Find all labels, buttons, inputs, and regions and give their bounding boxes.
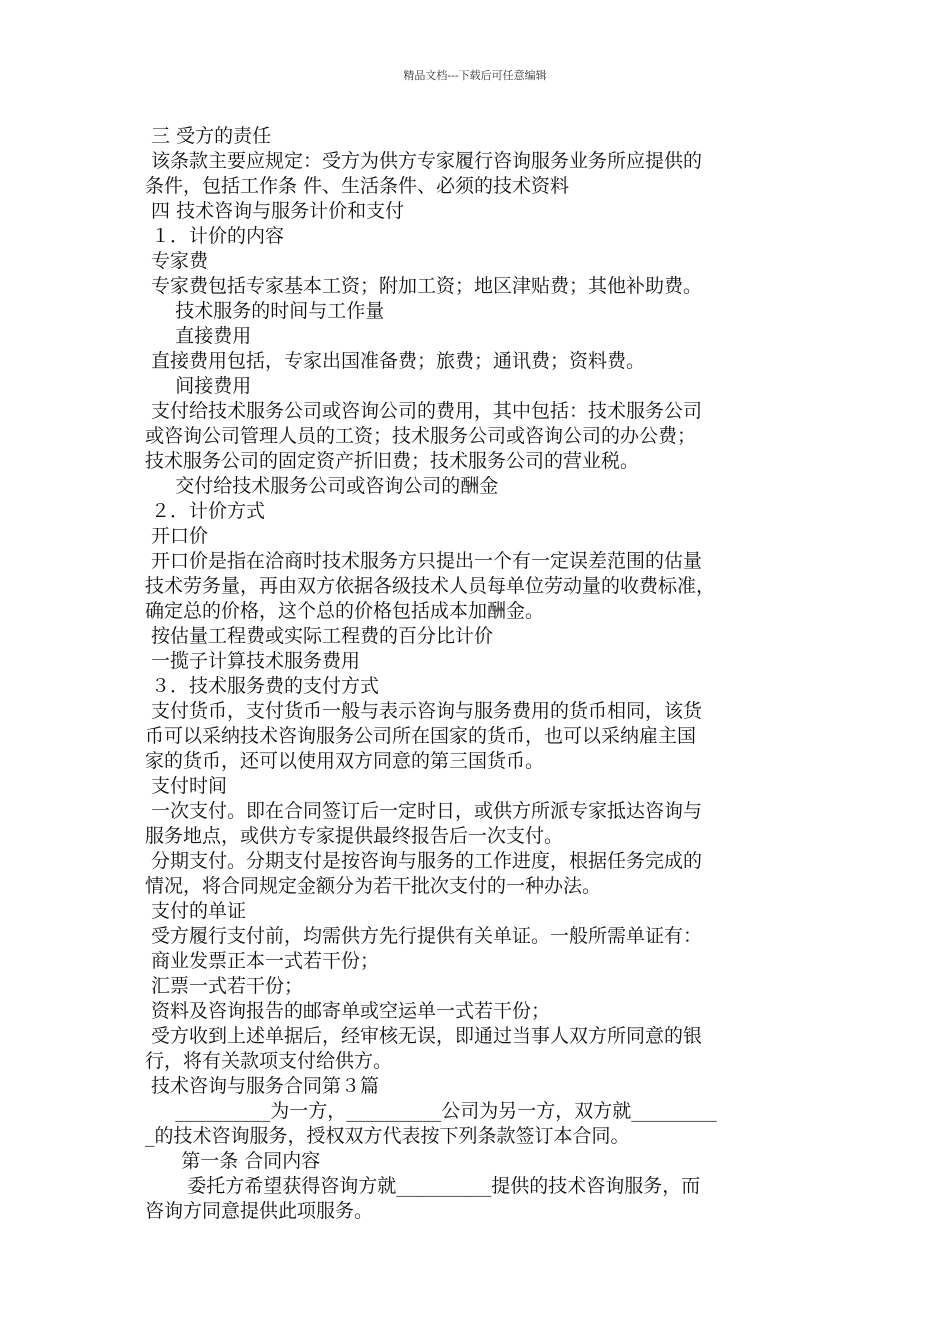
- text-line: _的技术咨询服务，授权双方代表按下列条款签订本合同。: [145, 1125, 630, 1147]
- text-line: 技术服务的时间与工作量: [145, 300, 385, 322]
- text-line: 一次支付。即在合同签订后一定时日，或供方所派专家抵达咨询与: [145, 800, 703, 822]
- text-line: 直接费用包括，专家出国准备费；旅费；通讯费；资料费。: [145, 350, 646, 372]
- text-line: 一揽子计算技术服务费用: [145, 650, 361, 672]
- text-line: 开口价是指在洽商时技术服务方只提出一个有一定误差范围的估量: [145, 550, 703, 572]
- text-line: 间接费用: [145, 375, 252, 397]
- text-line: 技术咨询与服务合同第３篇: [145, 1075, 380, 1097]
- text-line: 家的货币，还可以使用双方同意的第三国货币。: [145, 750, 545, 772]
- text-line: 服务地点，或供方专家提供最终报告后一次支付。: [145, 825, 564, 847]
- text-line: 资料及咨询报告的邮寄单或空运单一式若干份；: [145, 1000, 551, 1022]
- text-line: 专家费: [145, 250, 209, 272]
- text-line: 行，将有关款项支付给供方。: [145, 1050, 393, 1072]
- text-line: 第一条 合同内容: [145, 1150, 321, 1172]
- text-line: 受方收到上述单据后，经审核无误，即通过当事人双方所同意的银: [145, 1025, 703, 1047]
- text-line: 或咨询公司管理人员的工资；技术服务公司或咨询公司的办公费；: [145, 425, 697, 447]
- text-line: 三 受方的责任: [145, 125, 272, 147]
- text-line: 分期支付。分期支付是按咨询与服务的工作进度，根据任务完成的: [145, 850, 703, 872]
- text-line: 交付给技术服务公司或咨询公司的酬金: [145, 475, 499, 497]
- text-line: 专家费包括专家基本工资；附加工资；地区津贴费；其他补助费。: [145, 275, 703, 297]
- text-line: 四 技术咨询与服务计价和支付: [145, 200, 405, 222]
- text-line: ３．技术服务费的支付方式: [145, 675, 380, 697]
- text-line: 咨询方同意提供此项服务。: [145, 1200, 374, 1222]
- text-line: 情况，将合同规定金额分为若干批次支付的一种办法。: [145, 875, 602, 897]
- text-line: 汇票一式若干份；: [145, 975, 304, 997]
- page-header: 精品文档---下载后可任意编辑: [403, 69, 547, 82]
- text-line: 支付时间: [145, 775, 228, 797]
- text-line: 开口价: [145, 525, 209, 547]
- text-line: 支付货币，支付货币一般与表示咨询与服务费用的货币相同，该货: [145, 700, 703, 722]
- text-line: ２．计价方式: [145, 500, 266, 522]
- text-line: 支付给技术服务公司或咨询公司的费用，其中包括：技术服务公司: [145, 400, 703, 422]
- text-line: 商业发票正本一式若干份；: [145, 950, 380, 972]
- text-line: 该条款主要应规定：受方为供方专家履行咨询服务业务所应提供的: [145, 150, 703, 172]
- text-line: 技术劳务量，再由双方依据各级技术人员每单位劳动量的收费标准，: [145, 575, 716, 597]
- text-line: 受方履行支付前，均需供方先行提供有关单证。一般所需单证有：: [145, 925, 703, 947]
- text-line: 条件，包括工作条 件、生活条件、必须的技术资料: [145, 175, 570, 197]
- document-body: [145, 124, 810, 1224]
- text-line: 支付的单证: [145, 900, 247, 922]
- text-line: 技术服务公司的固定资产折旧费；技术服务公司的营业税。: [145, 450, 640, 472]
- text-line: 委托方希望获得咨询方就__________提供的技术咨询服务，而: [145, 1175, 701, 1197]
- text-line: __________为一方，__________公司为另一方，双方就_________: [145, 1100, 717, 1122]
- text-line: 按估量工程费或实际工程费的百分比计价: [145, 625, 494, 647]
- text-line: １．计价的内容: [145, 225, 285, 247]
- text-line: 确定总的价格，这个总的价格包括成本加酬金。: [145, 600, 545, 622]
- text-line: 币可以采纳技术咨询服务公司所在国家的货币，也可以采纳雇主国: [145, 725, 697, 747]
- text-line: 直接费用: [145, 325, 252, 347]
